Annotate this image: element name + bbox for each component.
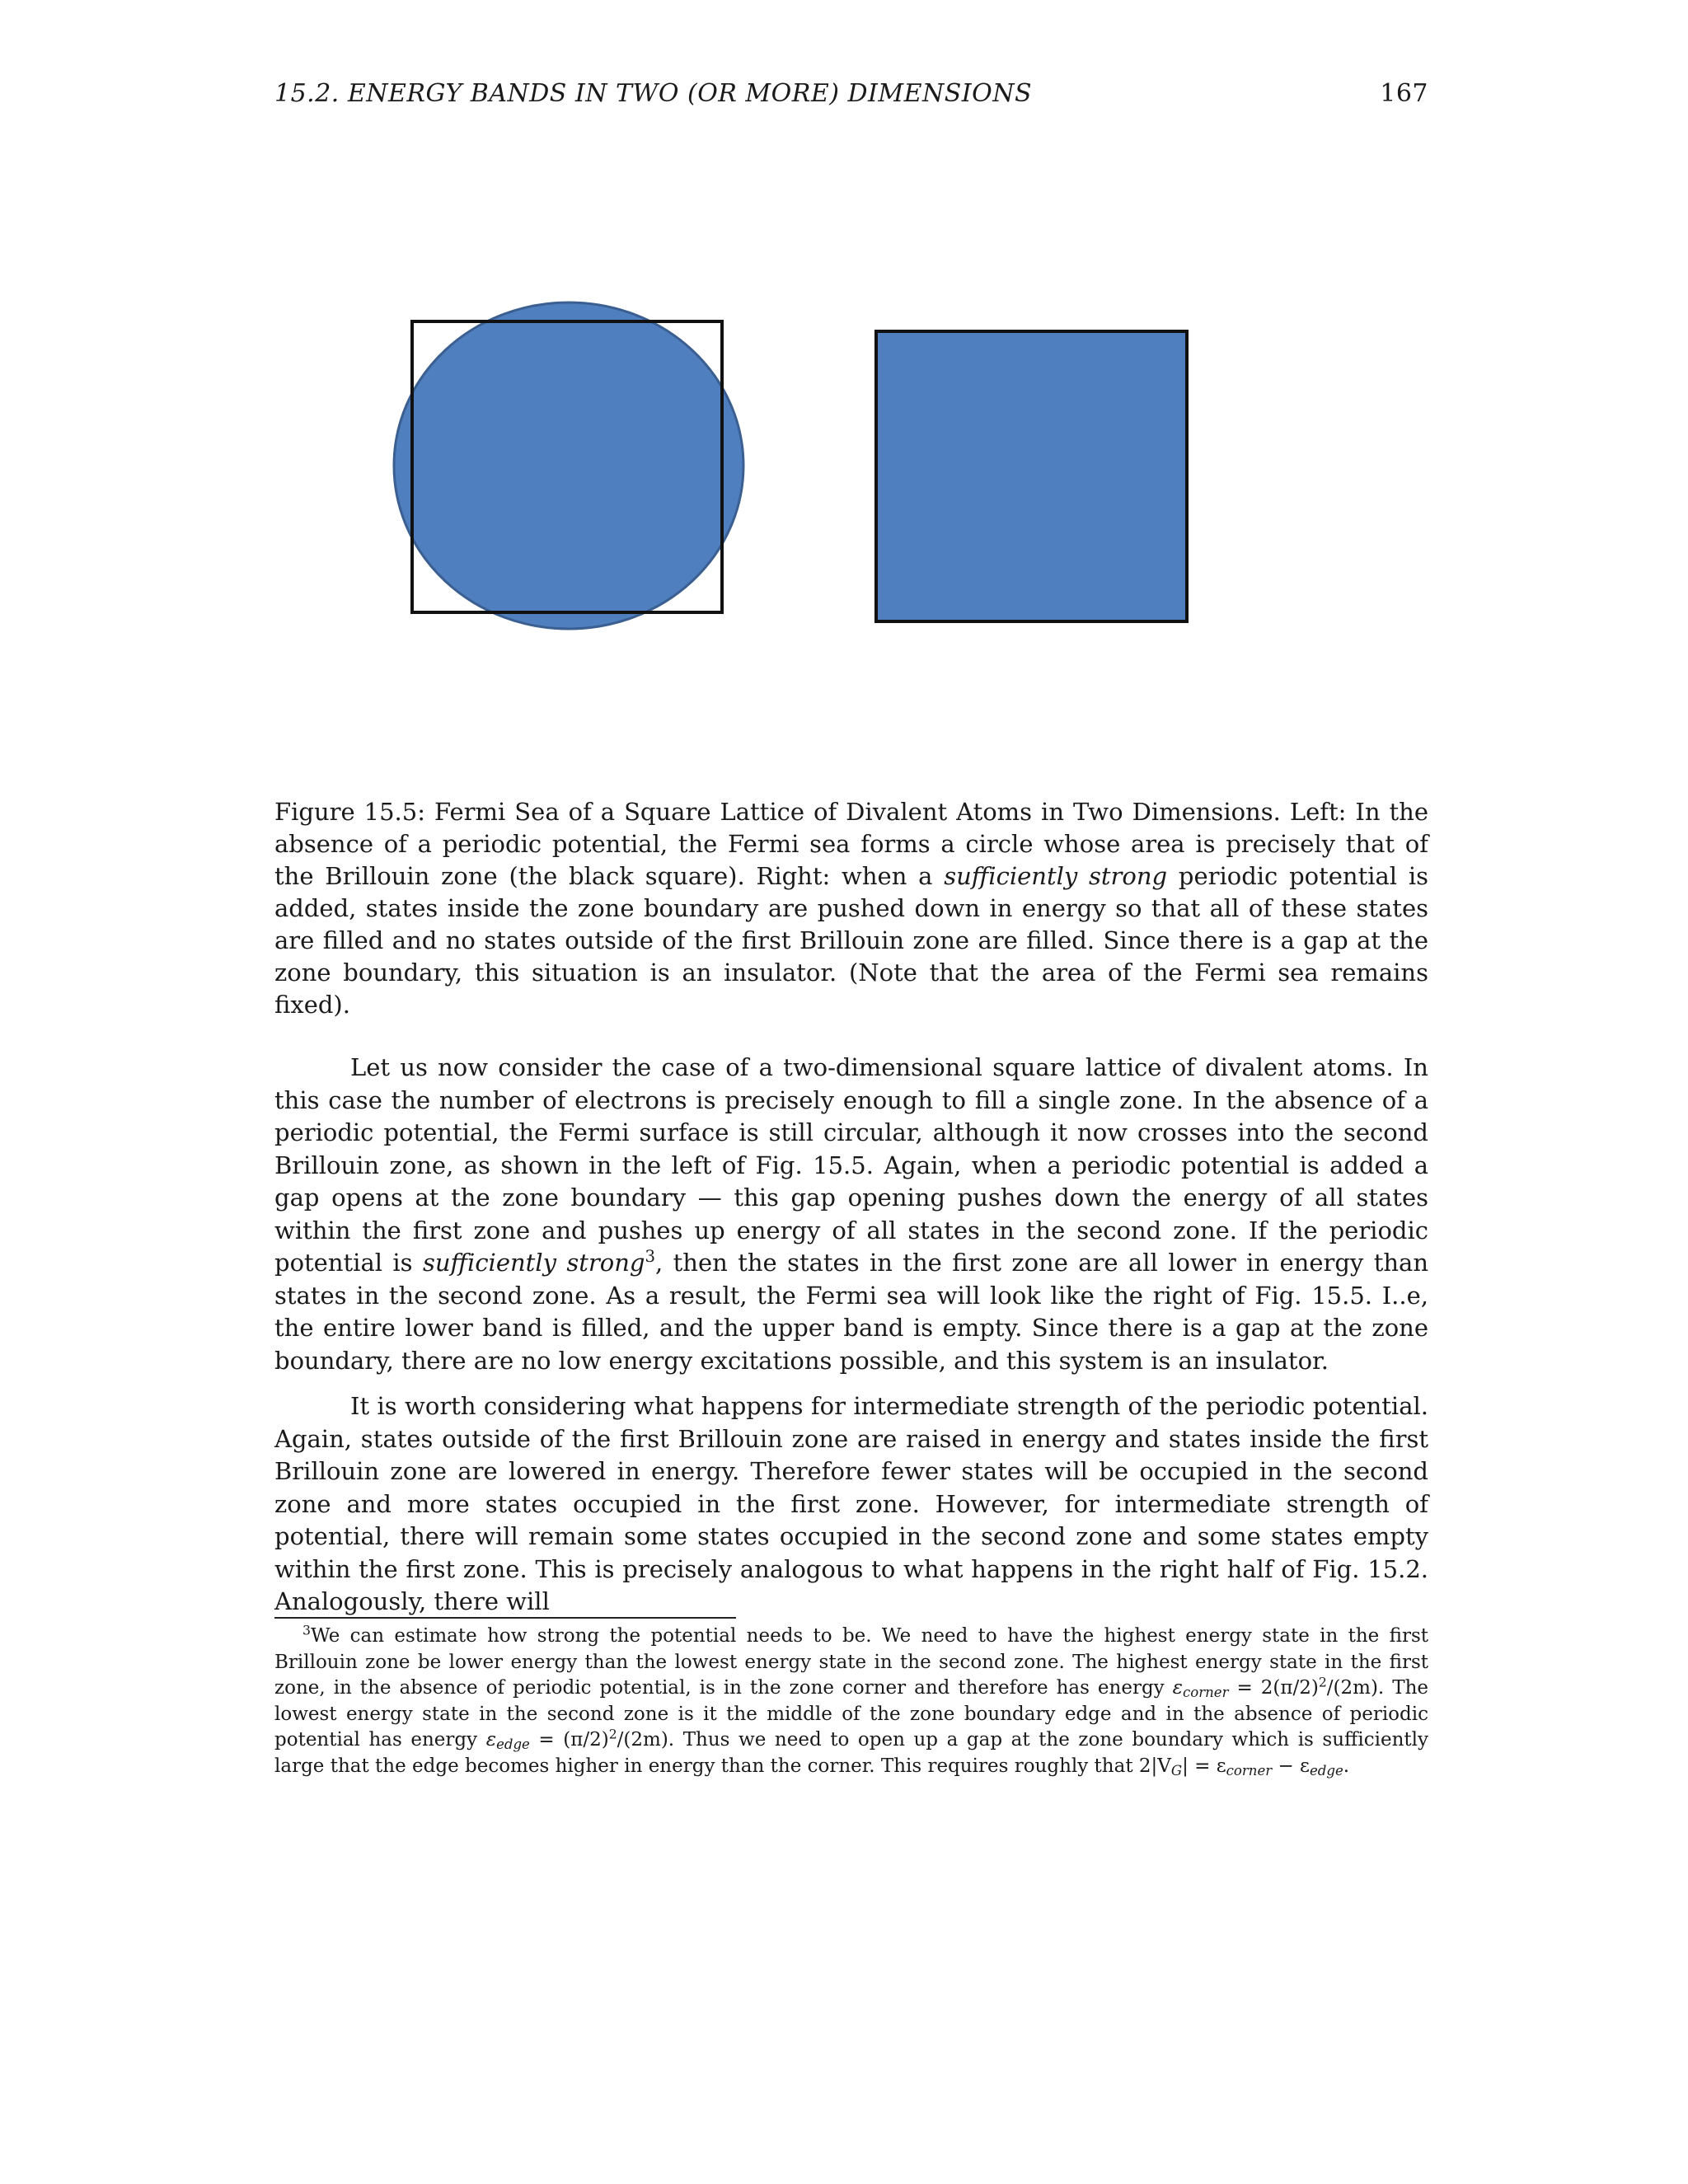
section-title: 15.2. ENERGY BANDS IN TWO (OR MORE) DIMENSIONS: [274, 79, 1033, 108]
figure-caption: [274, 796, 1428, 1021]
footnote-segment: The lowest energy state in the second zone is it the middle of the zone boundary edge and in the absence of periodic potential has energy: [274, 1677, 1428, 1750]
paragraph-text: It is worth considering what happens for intermediate strength of the periodic potential. Again, states outside of the first Brillouin zone are raised in energy and states inside the first Brillouin zone are lowered in energy. Therefore fewer states will be occupied in the second zone and more states occupied in the first zone. However, for intermediate strength of potential, there will remain some states occupied in the second zone and some states empty within the first zone. This is precisely analogous to what happens in the right half of Fig. 15.2. Analogously, there will: [274, 1392, 1428, 1615]
equation-segment: /(2m).: [1326, 1677, 1385, 1699]
footnote-mark: 3: [302, 1622, 311, 1638]
equation-segment: − ε: [1272, 1755, 1310, 1777]
subscript-edge: edge: [496, 1736, 530, 1753]
fermi-sea-circle: [394, 302, 743, 629]
page-number: 167: [1380, 79, 1428, 108]
fermi-sea-diagram: [387, 297, 1203, 635]
footnote-text: [274, 1624, 1428, 1779]
caption-text-1: Figure 15.5: Fermi Sea of a Square Lattice of Divalent Atoms in Two Dimensions. Left: In the absence of a periodic potential, the Fermi sea forms a circle whose area is precisely that of the Brillouin zone (the black square). Right: when a: [274, 798, 1428, 890]
exponent: 2: [608, 1726, 617, 1742]
footnote-reference: 3: [645, 1247, 656, 1267]
equation-segment: .: [1343, 1755, 1350, 1777]
filled-brillouin-zone: [876, 331, 1187, 621]
caption-emphasis: sufficiently strong: [944, 862, 1168, 890]
epsilon-symbol: ε: [1172, 1677, 1183, 1699]
epsilon-symbol: ε: [485, 1729, 497, 1750]
paragraph-emphasis: sufficiently strong: [422, 1249, 645, 1277]
paragraph: [274, 1390, 1428, 1619]
equation-segment: /(2m).: [617, 1729, 675, 1750]
equation-segment: = 2(π/2): [1228, 1677, 1319, 1699]
exponent: 2: [1318, 1674, 1327, 1690]
equation-segment: | = ε: [1182, 1755, 1226, 1777]
equation-segment: = (π/2): [529, 1729, 609, 1750]
paragraph: [274, 1052, 1428, 1377]
subscript-corner: corner: [1183, 1685, 1229, 1701]
body-text: [274, 1052, 1428, 1632]
subscript-g: G: [1170, 1762, 1183, 1779]
caption-text-2: periodic potential is added, states inside the zone boundary are pushed down in energy so that all of these states are filled and no states outside of the first Brillouin zone are filled. Since there is a gap at the zone boundary, this situation is an insulator. (Note that the area of the Fermi sea remains fixed).: [274, 862, 1428, 1019]
footnote-rule: [274, 1617, 736, 1619]
paragraph-text: , then the states in the first zone are all lower in energy than states in the second zone. As a result, the Fermi sea will look like the right of Fig. 15.5. I..e, the entire lower band is filled, and the upper band is empty. Since there is a gap at the zone boundary, there are no low energy excitations possible, and this system is an insulator.: [274, 1249, 1428, 1375]
subscript-edge: edge: [1309, 1762, 1343, 1779]
paragraph-text: Let us now consider the case of a two-dimensional square lattice of divalent atoms. In this case the number of electrons is precisely enough to fill a single zone. In the absence of a periodic potential, the Fermi surface is still circular, although it now crosses into the second Brillouin zone, as shown in the left of Fig. 15.5. Again, when a periodic potential is added a gap opens at the zone boundary — this gap opening pushes down the energy of all states within the first zone and pushes up energy of all states in the second zone. If the periodic potential is: [274, 1053, 1428, 1277]
running-header: [274, 79, 1428, 120]
figure-15-5: [387, 297, 1203, 635]
footnote-segment: We can estimate how strong the potential needs to be. We need to have the highest energy state in the first Brillouin zone be lower energy than the lowest energy state in the second zone. The highest energy state in the first zone, in the absence of periodic potential, is in the zone corner and therefore has energy: [274, 1625, 1428, 1699]
subscript-corner: corner: [1226, 1762, 1273, 1779]
footnote: [274, 1624, 1428, 1779]
footnote-segment: Thus we need to open up a gap at the zone boundary which is sufficiently large that the edge becomes higher in energy than the corner. This requires roughly that 2|V: [274, 1729, 1428, 1777]
